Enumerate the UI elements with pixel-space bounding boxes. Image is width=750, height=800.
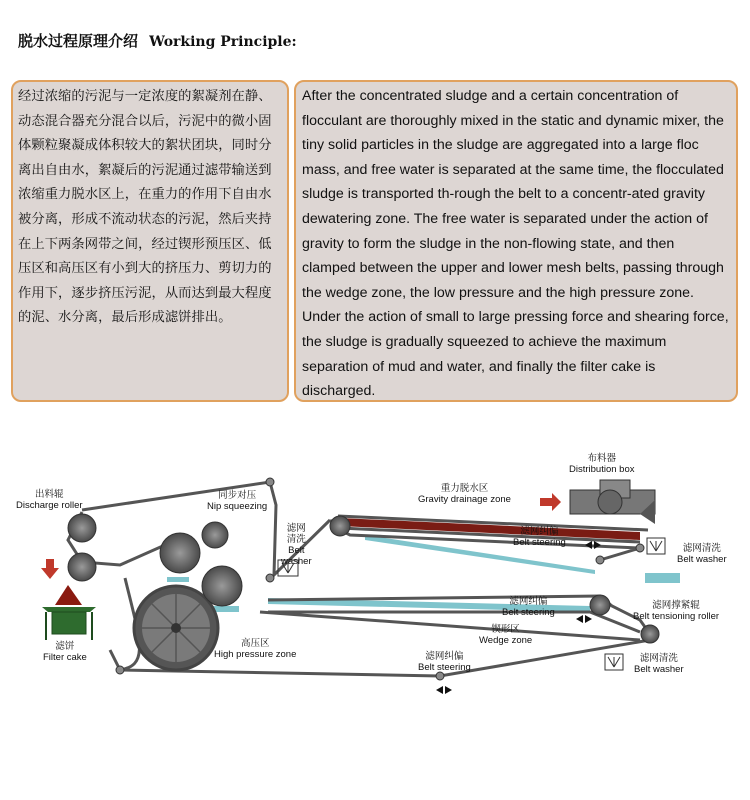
heading-zh: 脱水过程原理介绍 xyxy=(18,32,139,50)
small-roller-3 xyxy=(116,666,124,674)
label-belt-washer-left-zh1: 滤网 xyxy=(286,523,306,534)
label-belt-steering-mid xyxy=(502,596,555,618)
label-belt-washer-left-zh2: 清洗 xyxy=(286,534,306,545)
filter-cake-pile xyxy=(55,585,82,605)
label-wedge-zone xyxy=(479,624,532,646)
label-high-pressure-en: High pressure zone xyxy=(214,649,297,660)
label-discharge-roller-en: Discharge roller xyxy=(16,500,83,511)
heading-en: Working Principle: xyxy=(149,34,297,50)
label-high-pressure-zh: 高压区 xyxy=(240,638,270,649)
washer-spray-icon-bottom xyxy=(605,654,623,670)
label-discharge-roller-zh: 出料辊 xyxy=(35,489,64,500)
label-nip-squeezing-zh: 同步对压 xyxy=(218,490,257,501)
label-belt-steering-top xyxy=(513,526,566,548)
label-belt-steering-top-en: Belt steering xyxy=(513,537,566,548)
small-roller-6 xyxy=(436,672,444,680)
chinese-description-text: 经过浓缩的污泥与一定浓度的絮凝剂在静、动态混合器充分混合以后，污泥中的微小固体颗粒聚凝成体积较大的絮状团块，同时分离出自由水，絮凝后的污泥通过滤带输送到浓缩重力脱水区上，在重力的作用下自由水被分离，形成不流动状态的污泥，然后夹持在上下两条网带之间，经过锲形预压区、低压区和高压区有小到大的挤压力、剪切力的作用下，逐步挤压污泥，从而达到最大程度的泥、水分离，最后形成滤饼排出。 xyxy=(18,89,272,326)
filter-cake-bin xyxy=(42,607,96,640)
belt-press-diagram xyxy=(0,430,750,800)
label-belt-washer-bottom-zh: 滤网清洗 xyxy=(639,653,678,664)
label-belt-washer-bottom xyxy=(634,653,684,675)
label-filter-cake-zh: 滤饼 xyxy=(55,641,75,652)
roller-left-lower xyxy=(68,553,96,581)
label-belt-washer-left-en1: Belt xyxy=(288,545,305,556)
label-belt-washer-left-en2: washer xyxy=(281,556,312,567)
steering-roller-mid xyxy=(590,595,610,615)
english-description-text: After the concentrated sludge and a certain concentration of flocculant are thoroughly mixed in the static and dynamic mixer, the tiny solid particles in the sludge are aggregated into a large floc mass, and free water is separated at the same time, the flocculated sludge is transported th-rough the belt to a concentr-ated gravity dewatering zone. The free water is separated under the action of gravity to form the sludge in the non-flowing state, and then clamped between the upper and lower mesh belts, passing through the wedge zone, the low pressure and the high pressure zone. Under the action of small to large pressing force and shearing force, the sludge is gradually squeezed to achieve the maximum separation of mud and water, and finally the filter cake is discharged. xyxy=(302,88,729,400)
small-roller-1 xyxy=(266,478,274,486)
label-distribution-box xyxy=(569,453,634,475)
label-wedge-zone-zh: 锲形区 xyxy=(491,624,520,635)
chinese-description-panel xyxy=(11,80,289,402)
discharge-arrow-icon xyxy=(41,559,59,579)
label-belt-washer-right-en: Belt washer xyxy=(677,554,727,565)
label-gravity-zone-zh: 重力脱水区 xyxy=(440,483,489,494)
label-distribution-box-zh: 布料器 xyxy=(587,453,616,464)
label-belt-steering-bottom-zh: 滤网纠偏 xyxy=(425,651,464,662)
label-belt-steering-mid-en: Belt steering xyxy=(502,607,555,618)
tensioning-roller xyxy=(641,625,659,643)
label-belt-steering-top-zh: 滤网纠偏 xyxy=(520,526,559,537)
pressure-drum-hub xyxy=(171,623,181,633)
label-belt-washer-right xyxy=(677,543,727,565)
label-nip-squeezing-en: Nip squeezing xyxy=(207,501,268,512)
small-roller-4 xyxy=(636,544,644,552)
feed-arrow-icon xyxy=(540,493,561,511)
label-belt-tensioning xyxy=(633,600,719,622)
label-belt-washer-right-zh: 滤网清洗 xyxy=(682,543,721,554)
label-filter-cake xyxy=(43,641,87,663)
label-nip-squeezing xyxy=(207,490,267,512)
gravity-head-roller xyxy=(330,516,350,536)
label-high-pressure xyxy=(214,638,296,660)
water-tray-left-1 xyxy=(167,577,189,582)
label-belt-steering-mid-zh: 滤网纠偏 xyxy=(509,596,548,607)
label-belt-tensioning-zh: 滤网撑紧辊 xyxy=(652,600,700,611)
page-heading xyxy=(18,30,297,51)
small-roller-2 xyxy=(266,574,274,582)
label-distribution-box-en: Distribution box xyxy=(569,464,635,475)
small-roller-5 xyxy=(596,556,604,564)
label-belt-steering-bottom-en: Belt steering xyxy=(418,662,471,673)
label-belt-tensioning-en: Belt tensioning roller xyxy=(633,611,720,622)
english-description-panel xyxy=(294,80,738,402)
nip-roller-2 xyxy=(202,566,242,606)
label-belt-steering-bottom xyxy=(418,651,471,673)
nip-roller-1 xyxy=(160,533,200,573)
discharge-roller xyxy=(68,514,96,542)
label-filter-cake-en: Filter cake xyxy=(43,652,87,663)
label-belt-washer-bottom-en: Belt washer xyxy=(634,664,684,675)
label-belt-washer-left xyxy=(281,523,312,567)
label-gravity-zone xyxy=(418,483,511,505)
washer-spray-icon-right xyxy=(647,538,665,554)
label-wedge-zone-en: Wedge zone xyxy=(479,635,533,646)
upper-roller-right xyxy=(202,522,228,548)
label-gravity-zone-en: Gravity drainage zone xyxy=(418,494,511,505)
distribution-box xyxy=(570,480,655,524)
label-discharge-roller xyxy=(16,489,83,511)
water-tray-right xyxy=(645,573,680,583)
